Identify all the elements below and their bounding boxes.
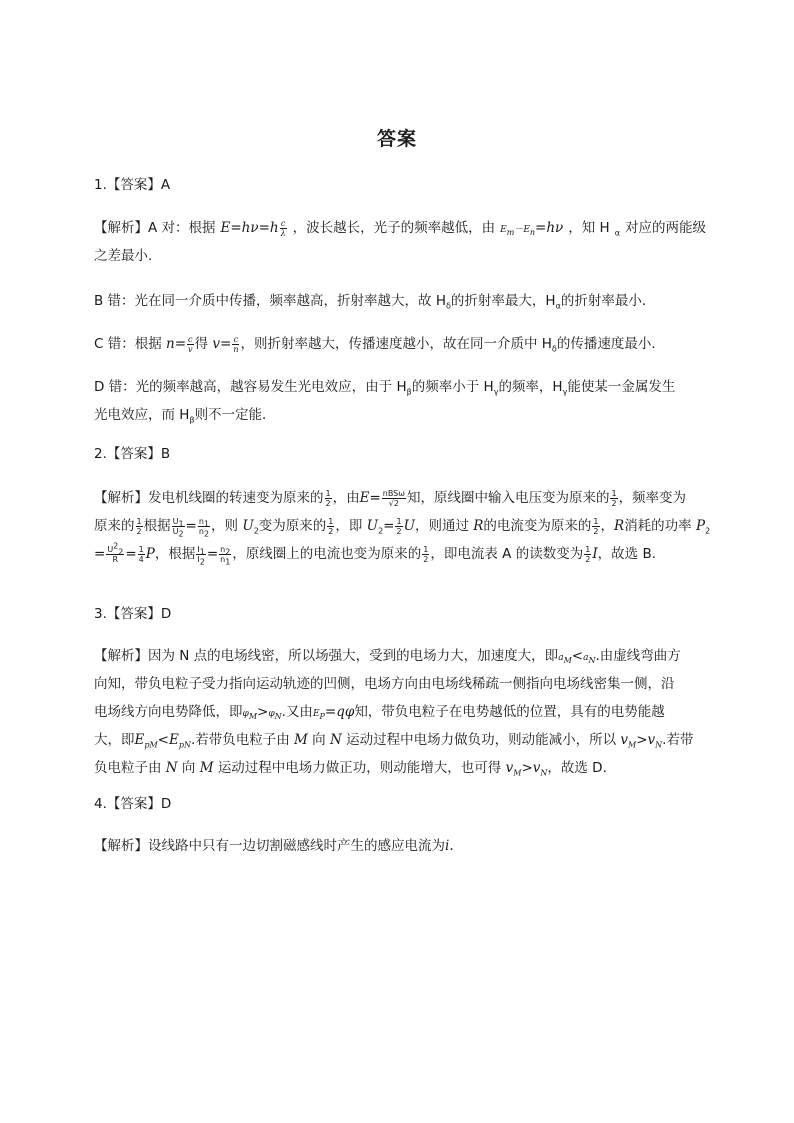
q3-l4-e: 若带 xyxy=(666,732,694,748)
q2-l1-b: ，由 xyxy=(332,490,360,506)
q4-explanation xyxy=(94,832,706,860)
q2-l2-g: 的电流变为原来的 xyxy=(483,518,592,534)
q2-l3-c: ，即电流表 A 的读数变为 xyxy=(430,546,584,562)
q3-l5-a: 负电粒子由 xyxy=(94,760,162,776)
q1-explanation-a xyxy=(94,214,706,270)
question-3 xyxy=(94,600,706,628)
q3-l3-a: 电场线方向电势降低，即 xyxy=(94,704,243,720)
q3-l3-b: 又由 xyxy=(285,704,313,720)
q1-a-tail: ，知 H xyxy=(568,220,610,236)
page-title: 答案 xyxy=(376,128,417,150)
q3-explanation xyxy=(94,642,706,782)
q2-l1-c: 知，原线圈中输入电压变为原来的 xyxy=(406,490,610,506)
q3-l4-d: 运动过程中电场力做负功，则动能减小，所以 xyxy=(346,732,617,748)
q3-l5-b: 向 xyxy=(181,760,196,776)
question-4 xyxy=(94,790,706,818)
q3-line-4: 大，即$E_{pM}<E_{pN}$.若带负电粒子由 M 向 N 运动过程中电场力做负功，则动能减小，所以 $v_M>v_N$.若带 xyxy=(94,732,694,750)
q2-l2-c: ，则 xyxy=(211,518,239,534)
q1-a-end: 对应的两能级 xyxy=(624,220,706,236)
q1-a-mid: ，波长越长，光子的频率越低，由 xyxy=(292,220,496,236)
q1-c-mid1: 得 xyxy=(194,336,209,352)
q4-line-1 xyxy=(94,832,706,860)
q1-c-mid2: ，则折射率越大，传播速度越小，故在同一介质中 H xyxy=(240,336,552,352)
q3-l4-b: 若带负电粒子由 xyxy=(195,732,290,748)
q4-l1: 【解析】设线路中只有一边切割磁感线时产生的感应电流为 xyxy=(94,838,445,854)
q1-b-line: B 错：光在同一介质中传播，频率越高，折射率越大，故 $H_\delta$的折射率最大，$H_\alpha$的折射率最小． xyxy=(94,293,656,311)
q1-c-lead: C 错：根据 xyxy=(94,336,162,352)
q2-l2-h: ， xyxy=(600,518,615,534)
question-2 xyxy=(94,440,706,468)
q3-l5-d: ，故选 D. xyxy=(547,760,607,776)
q2-l2-i: 消耗的功率 xyxy=(624,518,692,534)
q2-line-3: = $\frac{U^2_2}{R}$ = $\frac{1}{4}$ P，根据 $\frac{I_1}{I_2}$ = $\frac{n_2}{n_1}$ ，原线圈上的电流也变为原来的 $\frac{1}{2}$ ，即电流表 A 的读数变为 $\frac{1}{2}$ I，故选 B. xyxy=(94,540,657,567)
q3-l3-c: 知，带负电粒子在电势越低的位置，具有的电势能越 xyxy=(354,704,665,720)
q1-explanation-c xyxy=(94,330,706,358)
q1-b-lead: B 错：光在同一介质中传播，频率越高，折射率越大，故 H xyxy=(94,293,446,309)
q1-d-mid2: 的频率，H xyxy=(498,379,563,395)
q3-l4-a: 大，即 xyxy=(94,732,135,748)
q2-l2-a: 原来的 xyxy=(94,518,135,534)
q2-explanation xyxy=(94,484,711,568)
q1-answer-line: 1.【答案】A xyxy=(94,177,171,193)
q1-c-line: C 错：根据 n= $\frac{c}{v}$ 得 v= $\frac{c}{n}$ ，则折射率越大，传播速度越小，故在同一介质中 $H_\delta$的传播速度最小． xyxy=(94,335,665,354)
q1-explanation-b xyxy=(94,287,706,315)
q2-l1-d: ，频率变为 xyxy=(618,490,687,506)
q4-answer-line: 4.【答案】D xyxy=(94,796,172,812)
q2-l3-d: ，故选 B. xyxy=(597,546,657,562)
q1-b-end: 的折射率最小． xyxy=(560,293,656,309)
question-1 xyxy=(94,171,706,199)
q3-l4-c: 向 xyxy=(312,732,326,748)
q2-l1-a: 【解析】发电机线圈的转速变为原来的 xyxy=(94,490,324,506)
q2-l2-f: ，则通过 xyxy=(414,518,469,534)
q1-b-mid: 的折射率最大，H xyxy=(450,293,556,309)
q1-d-line-1 xyxy=(94,373,706,401)
q2-line-1 xyxy=(94,484,706,512)
q1-explanation-d xyxy=(94,373,706,429)
q1-d-seg: D 错：光的频率越高，越容易发生光电效应，由于 $H_\beta$的频率小于 $H_\gamma$的频率，$H_\gamma$能使某一金属发生 xyxy=(94,379,676,397)
q3-line-3: 电场线方向电势降低，即$\varphi_M>\varphi_N$.又由$E_P=q\varphi$知，带负电粒子在电势越低的位置，具有的电势能越 xyxy=(94,704,665,721)
q2-l2-d: 变为原来的 xyxy=(258,518,327,534)
q4-l1-var: i. xyxy=(445,838,454,854)
q3-l1-a: 【解析】因为 N 点的电场线密，所以场强大，受到的电场力大，加速度大，即 xyxy=(94,648,559,664)
q1-d-lead: D 错：光的频率越高，越容易发生光电效应，由于 H xyxy=(94,379,407,395)
q1-a-line-1 xyxy=(94,214,706,242)
q1-a-lead: 【解析】A 对：根据 xyxy=(94,220,216,236)
q2-answer-line: 2.【答案】B xyxy=(94,446,171,462)
q1-c-end: 的传播速度最小． xyxy=(556,336,665,352)
q1-d-mid1: 的频率小于 H xyxy=(411,379,494,395)
q3-answer-line: 3.【答案】D xyxy=(94,606,172,622)
q1-d-end: 能使某一金属发生 xyxy=(567,379,676,395)
q1-d-line2-end: 则不一定能． xyxy=(194,407,276,423)
q3-l1-b: 由虚线弯曲方 xyxy=(599,648,681,664)
q3-l5-c: 运动过程中电场力做正功，则动能增大，也可得 xyxy=(217,760,502,776)
q1-a-formula-energy: E=hν=h $\frac{c}{\lambda}$ xyxy=(220,219,286,238)
q2-l2-e: ，即 xyxy=(335,518,363,534)
q2-line-2: 原来的 $\frac{1}{2}$ 根据 $\frac{U_1}{U_2}$ = $\frac{n_1}{n_2}$ ，则 $U_2$变为原来的 $\frac{1}{2}$ ，即 $U_2=$ $\frac{1}{2}$ U，则通过 R的电流变为原来的 $\frac{1}{2}$ ，R消耗的功率 $P_2$ xyxy=(94,516,711,539)
q1-a-formula-levels: $E_m-E_n=h\nu$ xyxy=(500,220,564,237)
q1-d-line-2: 光电效应，而 $H_\beta$则不一定能． xyxy=(94,407,276,425)
q2-l3-b: ，原线圈上的电流也变为原来的 xyxy=(232,546,422,562)
q1-a-line-2: 之差最小． xyxy=(94,248,162,264)
q3-line-1: 【解析】因为 N 点的电场线密，所以场强大，受到的电场力大，加速度大，即$a_M<a_N$.由虚线弯曲方 xyxy=(94,648,681,665)
q2-l1-seg: 【解析】发电机线圈的转速变为原来的 $\frac{1}{2}$ ，由E= $\frac{\text{nBSω}}{√2}$ 知，原线圈中输入电压变为原来的 $\frac{1}{2}$ ，频率变为 xyxy=(94,488,687,508)
q1-c-formula-v: v= $\frac{c}{n}$ xyxy=(212,335,239,354)
q3-line-2: 向知，带负电粒子受力指向运动轨迹的凹侧，电场方向由电场线稀疏一侧指向电场线密集一侧，沿 xyxy=(94,676,675,692)
q2-l3-a: ，根据 xyxy=(154,546,196,562)
q3-line-5: 负电粒子由 N 向 M 运动过程中电场力做正功，则动能增大，也可得 $v_M>v_N$，故选 D. xyxy=(94,760,607,778)
q1-a-h-alpha: α xyxy=(614,228,620,238)
q1-d-line2: 光电效应，而 H xyxy=(94,407,190,423)
q1-c-formula-n: n= $\frac{c}{v}$ xyxy=(166,335,193,354)
q2-l2-b: 根据 xyxy=(143,518,171,534)
